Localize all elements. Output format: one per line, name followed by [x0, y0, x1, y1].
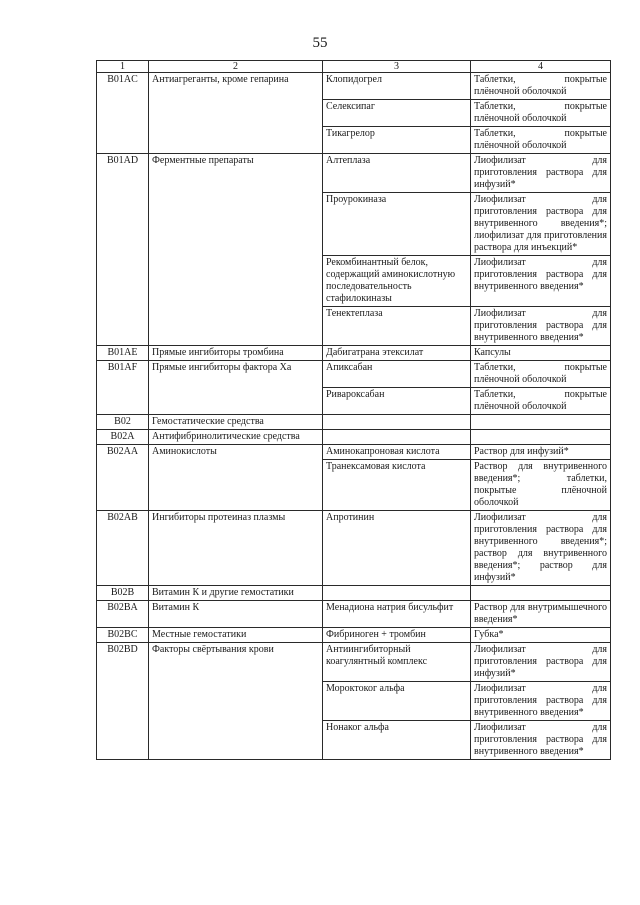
atc-code: B02BC: [97, 628, 149, 643]
drug-name: Алтеплаза: [323, 154, 471, 193]
atc-group-name: Местные гемостатики: [149, 628, 323, 643]
atc-code: B02AA: [97, 445, 149, 511]
drug-name: Селексипаг: [323, 100, 471, 127]
dosage-form: Лиофилизат для приготовления раствора для внутривенного введения*: [471, 682, 611, 721]
atc-code: B02B: [97, 586, 149, 601]
drug-name: Нонаког альфа: [323, 721, 471, 760]
dosage-form: Таблетки, покрытые плёночной оболочкой: [471, 127, 611, 154]
table-row: [97, 445, 611, 460]
drug-name: Тикагрелор: [323, 127, 471, 154]
atc-group-name: Факторы свёртывания крови: [149, 643, 323, 760]
drug-name: Менадиона натрия бисульфит: [323, 601, 471, 628]
table-row: [97, 628, 611, 643]
table-row: [97, 430, 611, 445]
atc-code: B01AD: [97, 154, 149, 346]
drug-name: Мороктоког альфа: [323, 682, 471, 721]
drug-name: Антиингибиторный коагулянтный комплекс: [323, 643, 471, 682]
dosage-form: Таблетки, покрытые плёночной оболочкой: [471, 73, 611, 100]
atc-code: B01AC: [97, 73, 149, 154]
drug-name: Дабигатрана этексилат: [323, 346, 471, 361]
dosage-form: Лиофилизат для приготовления раствора для внутривенного введения*; раствор для внутривенного введения*; раствор для инфузий*: [471, 511, 611, 586]
atc-group-name: Прямые ингибиторы фактора Ха: [149, 361, 323, 415]
atc-code: B02: [97, 415, 149, 430]
table-row: [97, 415, 611, 430]
atc-code: B01AF: [97, 361, 149, 415]
table-row: [97, 586, 611, 601]
dosage-form: Лиофилизат для приготовления раствора для инфузий*: [471, 643, 611, 682]
atc-group-name: Витамин К: [149, 601, 323, 628]
atc-code: B02AB: [97, 511, 149, 586]
atc-group-name: Витамин К и другие гемостатики: [149, 586, 323, 601]
dosage-form: Лиофилизат для приготовления раствора для внутривенного введения*: [471, 256, 611, 307]
dosage-form: [471, 586, 611, 601]
dosage-form: Раствор для внутривенного введения*; таблетки, покрытые плёночной оболочкой: [471, 460, 611, 511]
drug-name: [323, 430, 471, 445]
atc-group-name: Гемостатические средства: [149, 415, 323, 430]
table-header-row: [97, 61, 611, 73]
atc-group-name: Антиагреганты, кроме гепарина: [149, 73, 323, 154]
drug-name: Аминокапроновая кислота: [323, 445, 471, 460]
drug-name: Проурокиназа: [323, 193, 471, 256]
table-row: [97, 361, 611, 388]
table-row: [97, 601, 611, 628]
dosage-form: Раствор для внутримышечного введения*: [471, 601, 611, 628]
dosage-form: Таблетки, покрытые плёночной оболочкой: [471, 361, 611, 388]
column-header: 4: [471, 61, 611, 73]
dosage-form: [471, 430, 611, 445]
dosage-form: Губка*: [471, 628, 611, 643]
dosage-form: Таблетки, покрытые плёночной оболочкой: [471, 100, 611, 127]
dosage-form: Лиофилизат для приготовления раствора для внутривенного введения*; лиофилизат для приготовления раствора для инъекций*: [471, 193, 611, 256]
drug-name: [323, 586, 471, 601]
drug-name: Апротинин: [323, 511, 471, 586]
atc-group-name: Аминокислоты: [149, 445, 323, 511]
atc-code: B02A: [97, 430, 149, 445]
drug-table: [96, 60, 611, 760]
page-number: 55: [312, 35, 328, 51]
dosage-form: Капсулы: [471, 346, 611, 361]
dosage-form: Лиофилизат для приготовления раствора для внутривенного введения*: [471, 721, 611, 760]
drug-name: Клопидогрел: [323, 73, 471, 100]
atc-group-name: Ферментные препараты: [149, 154, 323, 346]
drug-name: Рекомбинантный белок, содержащий аминокислотную последовательность стафилокиназы: [323, 256, 471, 307]
atc-group-name: Ингибиторы протеиназ плазмы: [149, 511, 323, 586]
atc-code: B02BD: [97, 643, 149, 760]
atc-group-name: Прямые ингибиторы тромбина: [149, 346, 323, 361]
dosage-form: Лиофилизат для приготовления раствора для инфузий*: [471, 154, 611, 193]
table-row: [97, 73, 611, 100]
drug-name: [323, 415, 471, 430]
drug-name: Тенектеплаза: [323, 307, 471, 346]
dosage-form: Лиофилизат для приготовления раствора для внутривенного введения*: [471, 307, 611, 346]
dosage-form: Таблетки, покрытые плёночной оболочкой: [471, 388, 611, 415]
drug-name: Транексамовая кислота: [323, 460, 471, 511]
column-header: 3: [323, 61, 471, 73]
drug-name: Апиксабан: [323, 361, 471, 388]
atc-code: B02BA: [97, 601, 149, 628]
atc-group-name: Антифибринолитические средства: [149, 430, 323, 445]
table-row: [97, 643, 611, 682]
dosage-form: Раствор для инфузий*: [471, 445, 611, 460]
table-row: [97, 346, 611, 361]
column-header: 1: [97, 61, 149, 73]
dosage-form: [471, 415, 611, 430]
drug-name: Ривароксабан: [323, 388, 471, 415]
table-row: [97, 511, 611, 586]
column-header: 2: [149, 61, 323, 73]
drug-name: Фибриноген + тромбин: [323, 628, 471, 643]
table-row: [97, 154, 611, 193]
atc-code: B01AE: [97, 346, 149, 361]
